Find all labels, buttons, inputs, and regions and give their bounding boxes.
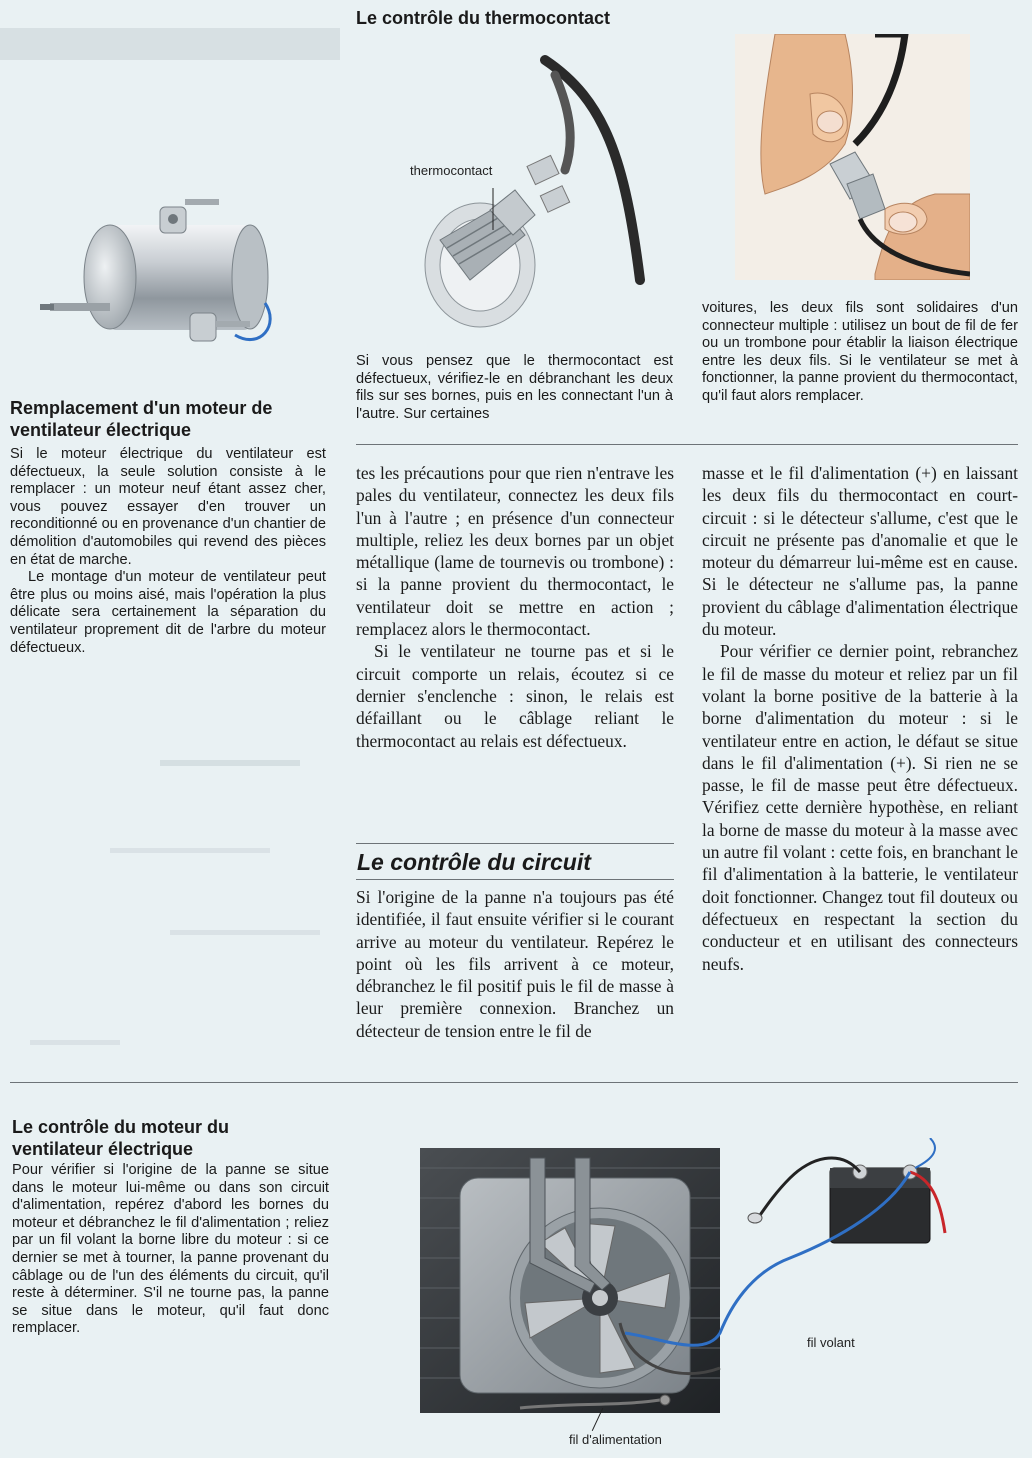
circuit-heading: Le contrôle du circuit xyxy=(357,849,591,875)
right-paragraph-2: Pour vérifier ce dernier point, rebranchez le fil de masse du moteur et reliez par un fil volant la borne positive de la batterie à la borne d'alimentation du moteur : si le ventilateur entre en action, le défaut se situe dans le fil d'alimentation (+). Si rien ne se passe, le fil de masse peut être défectueux. Vérifiez cette dernière hypothèse, en reliant la borne de masse du moteur à la masse avec un autre fil volant : cette fois, en branchant le fil d'alimentation à la batterie, le ventilateur doit fonctionner. Changez tout fil douteux ou défectueux en respectant la section du conducteur et en utilisant des connecteurs neufs. xyxy=(702,641,1018,974)
circuit-heading-rule-top xyxy=(356,843,674,844)
show-through-band xyxy=(0,28,340,60)
motor-illustration xyxy=(40,185,330,370)
fil-alimentation-label: fil d'alimentation xyxy=(569,1432,662,1447)
middle-paragraph-2: Si le ventilateur ne tourne pas et si le circuit comporte un relais, écoutez si ce dernier s'enclenche : sinon, le relais est défaillant ou le câblage reliant le thermocontact au relais est défectueux. xyxy=(356,641,674,751)
middle-column xyxy=(356,462,674,752)
motor-replacement-paragraph-2: Le montage d'un moteur de ventilateur peut être plus ou moins aisé, mais l'opération la plus délicate sera certainement la séparation du ventilateur proprement dit de l'arbre du moteur défectueux. xyxy=(10,569,326,656)
circuit-paragraph: Si l'origine de la panne n'a toujours pas été identifiée, il faut ensuite vérifier si le courant arrive au moteur du ventilateur. Repérez le point où les fils arrivent à ce moteur, débranchez le fil positif puis le fil de masse à leur première connexion. Branchez un détecteur de tension entre le fil de xyxy=(356,887,674,1041)
motor-replacement-heading: Remplacement d'un moteur de ventilateur électrique xyxy=(10,398,273,440)
show-through-mark xyxy=(170,930,320,935)
show-through-mark xyxy=(160,760,300,766)
middle-paragraph-1: tes les précautions pour que rien n'entrave les pales du ventilateur, connectez les deux fils l'un à l'autre ; en présence d'un connecteur multiple, reliez les deux bornes par un objet métallique (lame de tournevis ou trombone) : si la panne provient du thermocontact, le ventilateur doit se mettre en action ; remplacez alors le thermocontact. xyxy=(356,463,674,640)
show-through-mark xyxy=(30,1040,120,1045)
motor-check-heading: Le contrôle du moteur du ventilateur électrique xyxy=(12,1117,230,1159)
motor-replacement-paragraph-1: Si le moteur électrique du ventilateur est défectueux, la seule solution consiste à le remplacer : un moteur neuf étant assez cher, vous pouvez essayer d'en trouver un reconditionné ou en provenance d'un chantier de démolition d'automobiles qui revend des pièces en état de marche. xyxy=(10,446,326,568)
thermo-caption-left: Si vous pensez que le thermocontact est défectueux, vérifiez-le en débranchant les deux fils sur ses bornes, puis en les connectant l'un à l'autre. Sur certaines xyxy=(356,353,673,422)
right-paragraph-1: masse et le fil d'alimentation (+) en laissant les deux fils du thermocontact en court-circuit : si le détecteur s'allume, c'est que le circuit ne présente pas d'anomalie et que le moteur du démarreur lui-même est en cause. Si le détecteur ne s'allume pas, la panne provient du câblage d'alimentation électrique du moteur. xyxy=(702,463,1018,640)
section-divider-top xyxy=(356,444,1018,445)
hands-connector-illustration xyxy=(735,34,970,280)
motor-check-paragraph: Pour vérifier si l'origine de la panne se situe dans le moteur lui-même ou dans son circuit d'alimentation, repérez d'abord les bornes du moteur et débranchez le fil d'alimentation ; reliez par un fil volant la borne libre du moteur : si ce dernier se met à tourner, la panne provenant du câblage ou de l'un des éléments du circuit, qu'il reste à déterminer. S'il ne tourne pas, la panne se situe dans le moteur, qu'il faut donc remplacer. xyxy=(12,1162,329,1337)
thermo-caption-right: voitures, les deux fils sont solidaires d'un connecteur multiple : utilisez un bout de fil de fer ou un trombone pour établir la liaison électrique entre les deux fils. Si le ventilateur se met à fonctionner, la panne provient du thermocontact, qu'il faut alors remplacer. xyxy=(702,300,1018,404)
thermo-heading: Le contrôle du thermocontact xyxy=(356,8,611,28)
thermocontact-illustration xyxy=(395,40,665,345)
section-divider-bottom xyxy=(10,1082,1018,1083)
circuit-heading-rule-bottom xyxy=(356,879,674,880)
thermocontact-label: thermocontact xyxy=(410,163,493,178)
fil-volant-label: fil volant xyxy=(807,1335,855,1350)
show-through-mark xyxy=(110,848,270,853)
fan-battery-illustration xyxy=(420,1138,980,1428)
right-column xyxy=(702,462,1018,975)
motor-replacement-text xyxy=(10,446,326,657)
